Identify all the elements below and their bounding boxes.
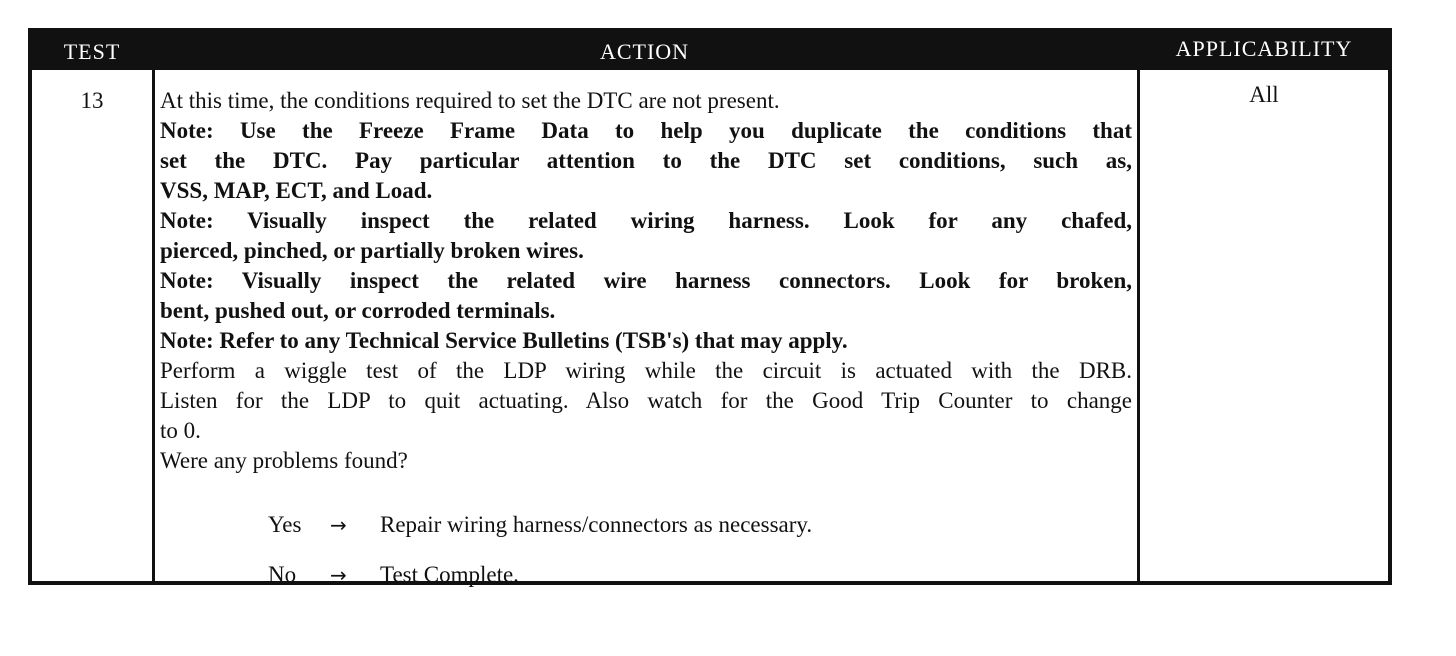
table-row [32,70,1388,587]
yes-result: Repair wiring harness/connectors as necessary. [380,512,813,537]
header-applicability: APPLICABILITY [1175,36,1353,61]
applicability-value: All [1249,82,1279,107]
action-text [160,86,1132,587]
note-line: Note: Use the Freeze Frame Data to help you duplicate the conditions that [160,118,1132,143]
header-test: TEST [63,39,121,64]
diagnostic-test-table [28,28,1392,585]
action-line: Perform a wiggle test of the LDP wiring while the circuit is actuated with the DRB. [160,358,1132,383]
note-line: Note: Visually inspect the related wire harness connectors. Look for broken, [160,268,1132,293]
note-line: Note: Visually inspect the related wiring harness. Look for any chafed, [160,208,1132,233]
right-arrow-icon: → [330,563,347,587]
question-line: Were any problems found? [160,448,408,473]
right-arrow-icon: → [330,513,347,537]
no-label: No [268,562,297,587]
table-header-row [32,32,1388,70]
outcome-no [268,560,519,590]
no-result: Test Complete. [380,562,519,587]
column-divider [152,70,155,581]
test-number: 13 [80,88,104,113]
note-line: VSS, MAP, ECT, and Load. [160,178,433,203]
header-action: ACTION [599,39,690,64]
note-line: Note: Refer to any Technical Service Bulletins (TSB's) that may apply. [160,328,848,353]
action-line: Listen for the LDP to quit actuating. Also watch for the Good Trip Counter to change [160,388,1132,413]
note-line: pierced, pinched, or partially broken wires. [160,238,584,263]
note-line: set the DTC. Pay particular attention to the DTC set conditions, such as, [160,148,1132,173]
column-divider [1137,70,1140,581]
action-line: to 0. [160,418,201,443]
outcome-yes [268,510,812,540]
note-line: bent, pushed out, or corroded terminals. [160,298,556,323]
action-line: At this time, the conditions required to set the DTC are not present. [160,88,780,113]
yes-label: Yes [268,512,302,537]
